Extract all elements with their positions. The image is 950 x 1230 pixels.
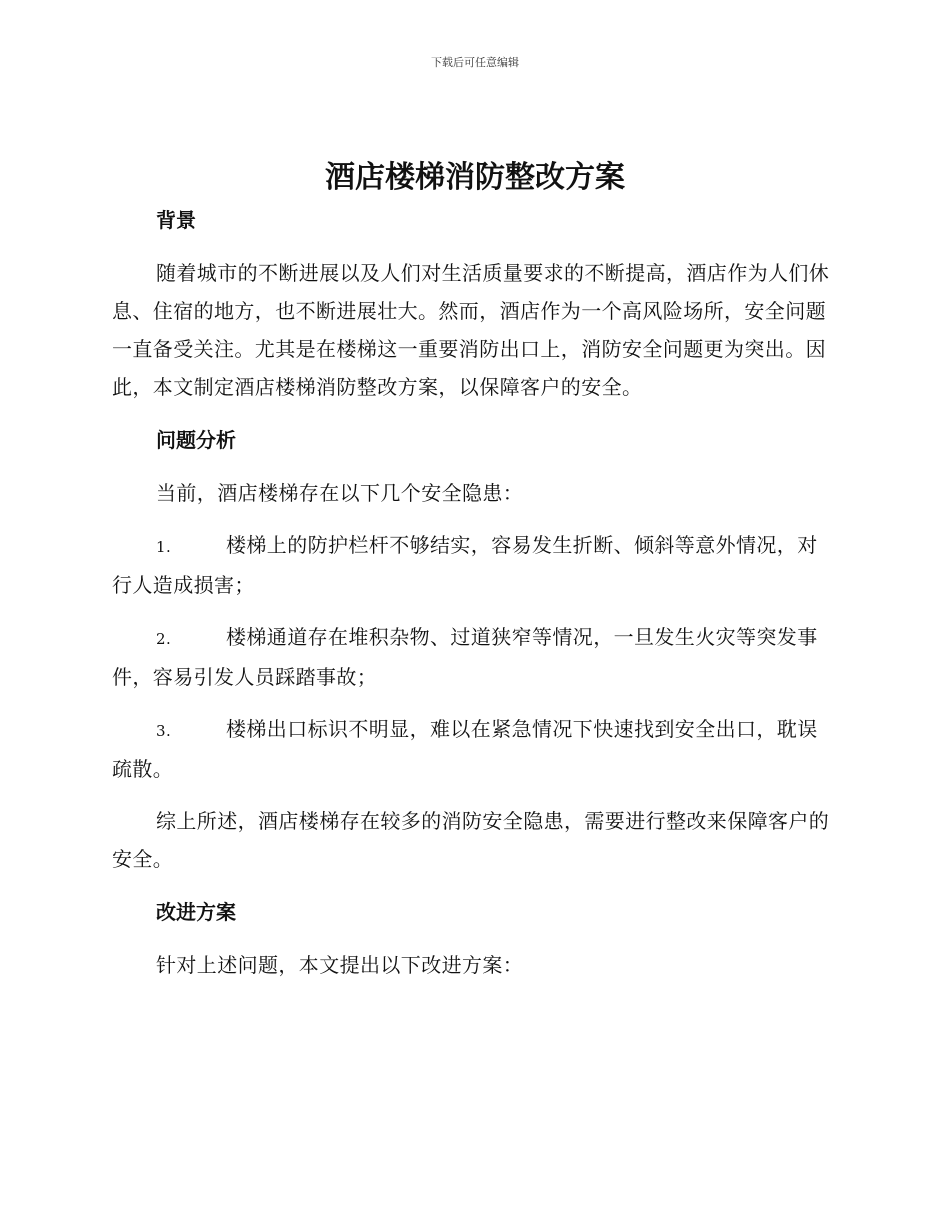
document-title: 酒店楼梯消防整改方案 — [325, 160, 625, 195]
header-note: 下载后可任意编辑 — [431, 56, 519, 69]
improvement-intro: 针对上述问题，本文提出以下改进方案： — [156, 953, 524, 977]
analysis-intro: 当前，酒店楼梯存在以下几个安全隐患： — [156, 481, 524, 505]
section-heading-analysis: 问题分析 — [156, 428, 236, 452]
list-item-number: 2. — [156, 630, 172, 648]
document-body — [112, 200, 832, 998]
section-background — [112, 200, 832, 406]
background-paragraph: 随着城市的不断进展以及人们对生活质量要求的不断提高，酒店作为人们休息、住宿的地方，也不断进展壮大。然而，酒店作为一个高风险场所，安全问题一直备受关注。尤其是在楼梯这一重要消防出口上，消防安全问题更为突出。因此，本文制定酒店楼梯消防整改方案，以保障客户的安全。 — [112, 261, 830, 399]
section-heading-improvement: 改进方案 — [156, 900, 236, 924]
list-item-text: 楼梯出口标识不明显，难以在紧急情况下快速找到安全出口，耽误疏散。 — [112, 717, 818, 781]
list-item-number: 3. — [156, 722, 172, 740]
list-item-number: 1. — [156, 538, 172, 556]
list-item-text: 楼梯上的防护栏杆不够结实，容易发生折断、倾斜等意外情况，对行人造成损害； — [112, 533, 818, 597]
list-item — [112, 710, 832, 788]
list-item — [112, 618, 832, 696]
section-heading-background: 背景 — [156, 208, 196, 232]
list-item — [112, 526, 832, 604]
list-item-text: 楼梯通道存在堆积杂物、过道狭窄等情况，一旦发生火灾等突发事件，容易引发人员踩踏事故； — [112, 625, 818, 689]
analysis-summary: 综上所述，酒店楼梯存在较多的消防安全隐患，需要进行整改来保障客户的安全。 — [112, 809, 830, 871]
section-analysis — [112, 420, 832, 878]
section-improvement — [112, 892, 832, 984]
